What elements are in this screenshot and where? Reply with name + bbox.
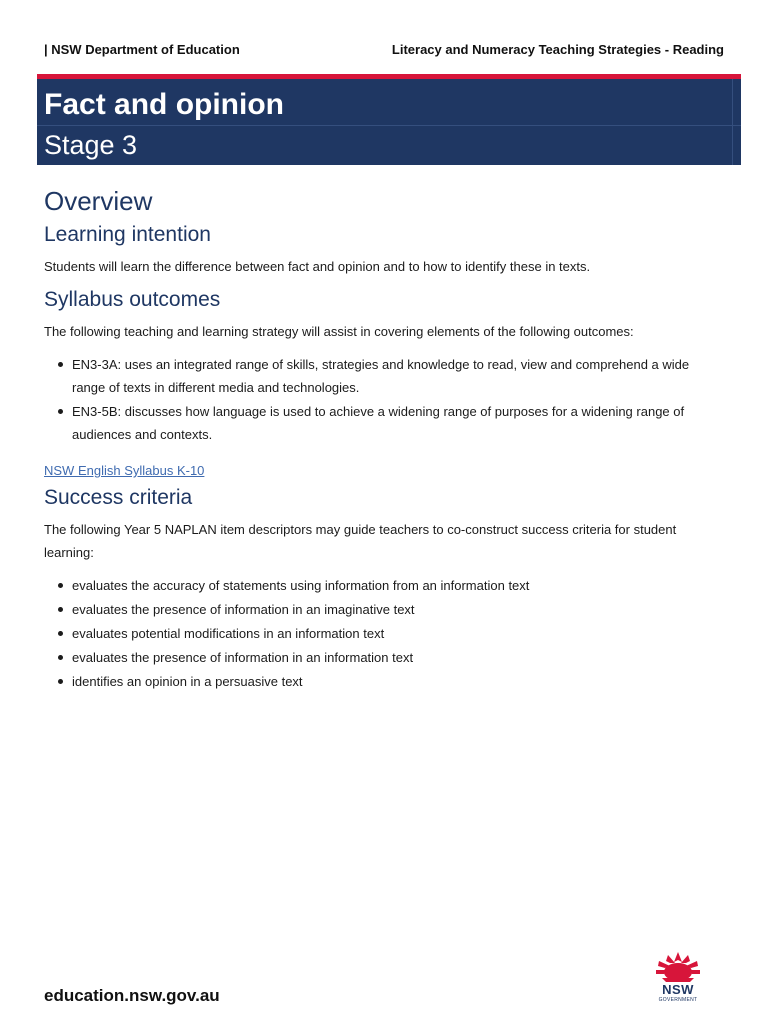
learning-intention-heading: Learning intention xyxy=(44,223,211,246)
syllabus-outcomes-list xyxy=(44,353,724,446)
syllabus-link[interactable]: NSW English Syllabus K-10 xyxy=(44,463,205,478)
list-item: evaluates the accuracy of statements using information from an information text xyxy=(72,574,724,597)
success-criteria-heading: Success criteria xyxy=(44,486,193,509)
waratah-icon xyxy=(648,950,708,984)
syllabus-outcomes-heading: Syllabus outcomes xyxy=(44,288,221,311)
success-criteria-list xyxy=(44,574,724,693)
page-subtitle: Stage 3 xyxy=(44,130,138,160)
header-department: | NSW Department of Education xyxy=(44,42,240,57)
list-item: evaluates the presence of information in an information text xyxy=(72,646,724,669)
overview-heading: Overview xyxy=(44,186,153,216)
title-banner xyxy=(37,79,741,165)
list-item: EN3-5B: discusses how language is used to achieve a widening range of purposes for a widening range of audiences and contexts. xyxy=(72,400,724,446)
syllabus-outcomes-intro: The following teaching and learning strategy will assist in covering elements of the following outcomes: xyxy=(44,324,634,339)
nsw-government-logo xyxy=(648,950,708,1006)
logo-subtext: GOVERNMENT xyxy=(658,997,698,1003)
logo-wordmark: NSW xyxy=(662,982,694,997)
list-item: EN3-3A: uses an integrated range of skills, strategies and knowledge to read, view and comprehend a wide range of texts in different media and technologies. xyxy=(72,353,724,399)
header-document-series: Literacy and Numeracy Teaching Strategies - Reading xyxy=(391,42,724,57)
page-title: Fact and opinion xyxy=(44,88,284,121)
main-content xyxy=(44,186,724,694)
list-item: evaluates the presence of information in an imaginative text xyxy=(72,598,724,621)
list-item: evaluates potential modifications in an information text xyxy=(72,622,724,645)
footer-url: education.nsw.gov.au xyxy=(44,986,220,1005)
list-item: identifies an opinion in a persuasive text xyxy=(72,670,724,693)
success-criteria-intro: The following Year 5 NAPLAN item descriptors may guide teachers to co-construct success criteria for student learning: xyxy=(44,522,677,560)
learning-intention-text: Students will learn the difference between fact and opinion and to how to identify these in texts. xyxy=(44,259,591,274)
